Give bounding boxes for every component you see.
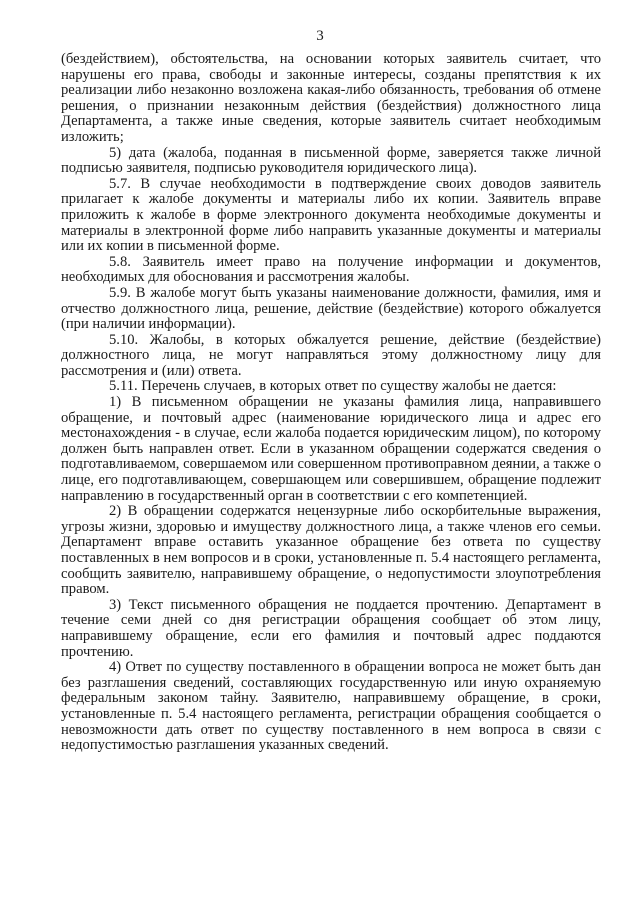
paragraph: 5.7. В случае необходимости в подтверждение своих доводов заявитель прилагает к жалобе документы и материалы либо их копии. Заявитель вправе приложить к жалобе в форме электронного документа необходимые документы и материалы в электронной форме либо направить указанные документы и материалы или их копии в письменной форме.: [61, 175, 601, 255]
paragraph: 1) В письменном обращении не указаны фамилия лица, направившего обращение, и почтовый адрес (наименование юридического лица и адрес его местонахождения - в случае, если жалоба подается юридическим лицом), по которому должен быть направлен ответ. Если в указанном обращении содержатся сведения о подготавливаемом, совершаемом или совершенном противоправном деянии, а также о лице, его подготавливающем, совершающем или совершившем, обращение подлежит направлению в государственный орган в соответствии с его компетенцией.: [61, 394, 601, 504]
document-body: [61, 52, 601, 754]
paragraph: 5.11. Перечень случаев, в которых ответ по существу жалобы не дается:: [109, 378, 557, 395]
paragraph: 5.10. Жалобы, в которых обжалуется решение, действие (бездействие) должностного лица, не могут направляться этому должностному лицу для рассмотрения и (или) ответа.: [61, 331, 601, 379]
paragraph: 2) В обращении содержатся нецензурные либо оскорбительные выражения, угрозы жизни, здоровью и имуществу должностного лица, а также членов его семьи. Департамент вправе оставить указанное обращение без ответа по существу поставленных в нем вопросов и в сроки, установленные п. 5.4 настоящего регламента, сообщить заявителю, направившему обращение, о недопустимости злоупотребления правом.: [61, 503, 601, 598]
paragraph: 3) Текст письменного обращения не поддается прочтению. Департамент в течение семи дней со дня регистрации обращения сообщает об этом лицу, направившему обращение, если его фамилия и почтовый адрес поддаются прочтению.: [61, 596, 601, 660]
paragraph: (бездействием), обстоятельства, на основании которых заявитель считает, что нарушены его права, свободы и законные интересы, созданы препятствия к их реализации либо незаконно возложена какая-либо обязанность, требования об отмене решения, о признании незаконным действия (бездействия) должностного лица Департамента, а также иные сведения, которые заявитель считает необходимым изложить;: [61, 51, 601, 145]
paragraph: 5) дата (жалоба, поданная в письменной форме, заверяется также личной подписью заявителя, подписью руководителя юридического лица).: [61, 144, 601, 177]
page-number: 3: [316, 28, 324, 44]
paragraph: 5.9. В жалобе могут быть указаны наименование должности, фамилия, имя и отчество должностного лица, решение, действие (бездействие) которого обжалуется (при наличии информации).: [61, 284, 601, 333]
paragraph: 5.8. Заявитель имеет право на получение информации и документов, необходимых для обоснования и рассмотрения жалобы.: [61, 253, 601, 286]
paragraph: 4) Ответ по существу поставленного в обращении вопроса не может быть дан без разглашения сведений, составляющих государственную или иную охраняемую федеральным законом тайну. Заявителю, направившему обращение, в сроки, установленные п. 5.4 настоящего регламента, регистрации обращения сообщается о невозможности дать ответ по существу поставленного в нем вопроса в связи с недопустимостью разглашения указанных сведений.: [61, 659, 601, 754]
